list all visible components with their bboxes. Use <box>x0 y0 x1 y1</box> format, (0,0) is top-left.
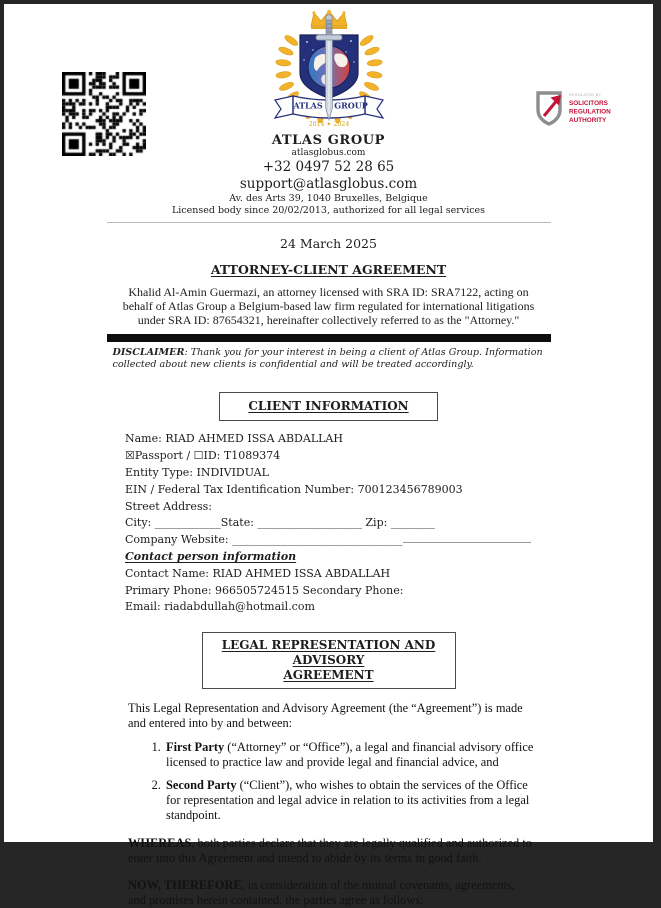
parties-list <box>128 740 534 824</box>
sra-regulated-badge <box>531 86 631 130</box>
client-information-form <box>125 431 537 616</box>
svg-text:AUTHORITY: AUTHORITY <box>569 117 607 124</box>
legal-heading-line1: LEGAL REPRESENTATION AND ADVISORY <box>221 638 436 668</box>
svg-text:REGULATED BY: REGULATED BY <box>569 93 602 97</box>
document-page <box>4 4 653 908</box>
list-item-second-party <box>164 778 534 824</box>
first-party-text: (“Attorney” or “Office”), a legal and financial advisory office licensed to practice law and provide legal and financial advice, and <box>166 739 534 769</box>
email-line: Email: riadabdullah@hotmail.com <box>125 600 315 614</box>
sra-shield-arrow-icon <box>538 93 561 124</box>
contact-person-subheading: Contact person information <box>125 549 297 563</box>
whereas-lead: WHEREAS <box>128 835 192 850</box>
atlas-group-crest-logo <box>266 10 392 128</box>
svg-text:GROUP: GROUP <box>333 100 368 111</box>
second-party-text: (“Client”), who wishes to obtain the services of the Office for representation and legal advice in relation to its activities from a legal standpoint. <box>166 777 530 823</box>
ein-line: EIN / Federal Tax Identification Number: 700123456789003 <box>125 482 463 496</box>
org-email: support@atlasglobus.com <box>239 176 418 192</box>
whereas-text: , both parties declare that they are legally qualified and authorized to enter into this Agreement and intend to abide by its terms in good faith. <box>128 835 532 865</box>
company-website-line <box>125 532 537 549</box>
phones-line: Primary Phone: 966505724515 Secondary Phone: <box>125 583 404 597</box>
qr-code <box>62 72 146 156</box>
company-website-text: Company Website: _______________________________ <box>125 533 403 547</box>
passport-id-line: ☒Passport / ☐ID: T1089374 <box>125 449 281 463</box>
whereas-paragraph <box>128 836 534 866</box>
second-party-lead: Second Party <box>166 777 237 792</box>
legal-representation-heading <box>202 632 456 689</box>
document-date: 24 March 2025 <box>280 236 377 251</box>
org-address: Av. des Arts 39, 1040 Bruxelles, Belgique <box>229 193 428 204</box>
org-name: ATLAS GROUP <box>271 133 386 148</box>
document-title: ATTORNEY-CLIENT AGREEMENT <box>210 262 447 277</box>
client-information-heading: CLIENT INFORMATION <box>219 392 437 421</box>
disclaimer-text: : Thank you for your interest in being a client of Atlas Group. Information collected about new clients is confidential and will be treated accordingly. <box>112 347 543 370</box>
svg-text:REGULATION: REGULATION <box>569 108 611 116</box>
now-therefore-lead: NOW, THEREFORE <box>128 877 242 892</box>
now-therefore-paragraph <box>128 878 534 908</box>
contact-name-line: Contact Name: RIAD AHMED ISSA ABDALLAH <box>125 566 391 580</box>
disclaimer-label: DISCLAIMER <box>112 347 185 359</box>
svg-text:SOLICITORS: SOLICITORS <box>569 100 608 107</box>
separator-bar <box>107 334 551 342</box>
agreement-body <box>128 701 534 908</box>
intro-paragraph: Khalid Al-Amin Guermazi, an attorney licensed with SRA ID: SRA7122, acting on behalf of Atlas Group a Belgium-based law firm regulated for international litigations under SRA ID: 87654321, hereinafter collectively referred to as the "Attorney." <box>122 285 535 327</box>
header-divider <box>107 222 551 223</box>
letterhead <box>4 10 653 223</box>
org-website: atlasglobus.com <box>291 148 366 158</box>
org-license-note: Licensed body since 20/02/2013, authorized for all legal services <box>171 205 486 216</box>
now-therefore-text: , in consideration of the mutual covenants, agreements, and promises herein contained, the parties agree as follows: <box>128 877 515 908</box>
first-party-lead: First Party <box>166 739 225 754</box>
website-fill-line <box>403 532 531 543</box>
svg-text:ATLAS: ATLAS <box>292 100 323 111</box>
legal-heading-line2: AGREEMENT <box>283 668 374 683</box>
crest-years: 2014 ✦ 2024 <box>308 121 349 128</box>
org-phone: +32 0497 52 28 65 <box>262 159 395 175</box>
list-item-first-party <box>164 740 534 770</box>
city-state-zip-line: City: ____________State: ___________________ Zip: ________ <box>125 516 435 530</box>
agreement-intro: This Legal Representation and Advisory Agreement (the “Agreement”) is made and entered into by and between: <box>128 701 523 731</box>
name-line: Name: RIAD AHMED ISSA ABDALLAH <box>125 432 343 446</box>
street-address-line: Street Address: <box>125 499 212 513</box>
entity-type-line: Entity Type: INDIVIDUAL <box>125 465 269 479</box>
disclaimer-paragraph <box>113 347 545 370</box>
